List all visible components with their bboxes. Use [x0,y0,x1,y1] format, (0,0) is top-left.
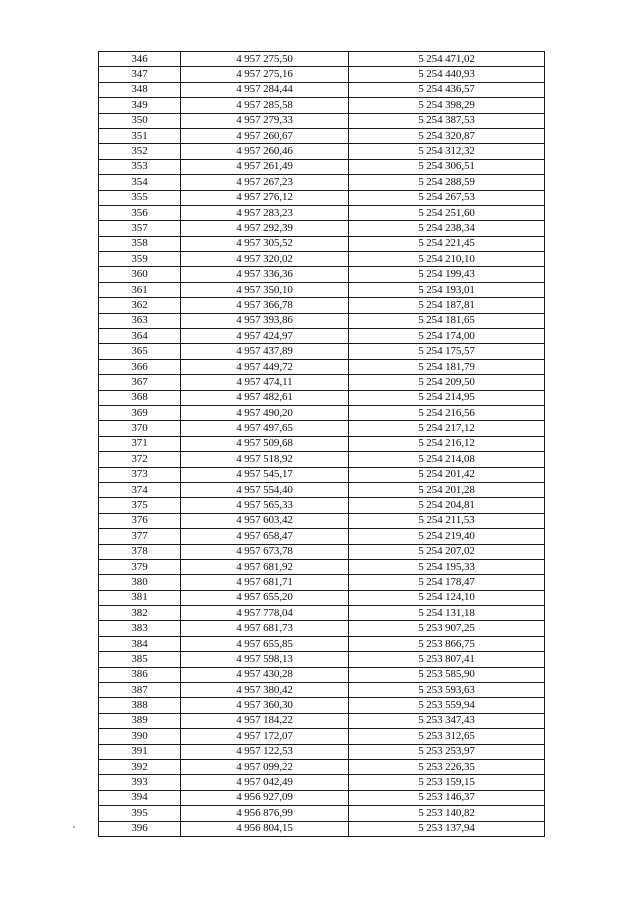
y-coordinate-cell: 5 253 593,63 [349,683,545,698]
point-number-cell: 364 [99,329,181,344]
x-coordinate-cell: 4 957 565,33 [181,498,349,513]
point-number-cell: 375 [99,498,181,513]
table-row [99,375,545,390]
y-coordinate-cell: 5 253 253,97 [349,744,545,759]
table-row [99,775,545,790]
point-number-cell: 388 [99,698,181,713]
point-number-cell: 359 [99,252,181,267]
x-coordinate-cell: 4 957 042,49 [181,775,349,790]
y-coordinate-cell: 5 253 137,94 [349,821,545,836]
table-row [99,652,545,667]
point-number-cell: 374 [99,482,181,497]
point-number-cell: 377 [99,529,181,544]
point-number-cell: 384 [99,636,181,651]
y-coordinate-cell: 5 254 181,65 [349,313,545,328]
table-row [99,759,545,774]
x-coordinate-cell: 4 957 350,10 [181,282,349,297]
x-coordinate-cell: 4 957 261,49 [181,159,349,174]
x-coordinate-cell: 4 957 305,52 [181,236,349,251]
table-row [99,267,545,282]
x-coordinate-cell: 4 957 184,22 [181,713,349,728]
y-coordinate-cell: 5 254 174,00 [349,329,545,344]
table-row [99,313,545,328]
scan-speck [73,826,75,828]
point-number-cell: 378 [99,544,181,559]
y-coordinate-cell: 5 254 211,53 [349,513,545,528]
table-row [99,606,545,621]
y-coordinate-cell: 5 253 347,43 [349,713,545,728]
point-number-cell: 356 [99,205,181,220]
y-coordinate-cell: 5 254 436,57 [349,82,545,97]
x-coordinate-cell: 4 957 497,65 [181,421,349,436]
table-row [99,482,545,497]
table-row [99,698,545,713]
point-number-cell: 351 [99,128,181,143]
point-number-cell: 358 [99,236,181,251]
point-number-cell: 395 [99,806,181,821]
table-row [99,544,545,559]
y-coordinate-cell: 5 254 216,12 [349,436,545,451]
x-coordinate-cell: 4 957 681,71 [181,575,349,590]
y-coordinate-cell: 5 254 210,10 [349,252,545,267]
table-row [99,667,545,682]
table-row [99,144,545,159]
table-row [99,806,545,821]
y-coordinate-cell: 5 254 306,51 [349,159,545,174]
table-row [99,98,545,113]
x-coordinate-cell: 4 957 518,92 [181,452,349,467]
x-coordinate-cell: 4 957 260,46 [181,144,349,159]
y-coordinate-cell: 5 254 221,45 [349,236,545,251]
y-coordinate-cell: 5 254 320,87 [349,128,545,143]
x-coordinate-cell: 4 957 172,07 [181,729,349,744]
coordinates-table-body [99,52,545,837]
x-coordinate-cell: 4 957 598,13 [181,652,349,667]
y-coordinate-cell: 5 254 251,60 [349,205,545,220]
y-coordinate-cell: 5 254 216,56 [349,405,545,420]
x-coordinate-cell: 4 957 292,39 [181,221,349,236]
x-coordinate-cell: 4 957 655,20 [181,590,349,605]
table-row [99,636,545,651]
y-coordinate-cell: 5 254 267,53 [349,190,545,205]
x-coordinate-cell: 4 957 482,61 [181,390,349,405]
x-coordinate-cell: 4 957 284,44 [181,82,349,97]
table-row [99,236,545,251]
table-row [99,159,545,174]
x-coordinate-cell: 4 957 655,85 [181,636,349,651]
y-coordinate-cell: 5 254 187,81 [349,298,545,313]
x-coordinate-cell: 4 956 876,99 [181,806,349,821]
table-row [99,113,545,128]
y-coordinate-cell: 5 253 159,15 [349,775,545,790]
x-coordinate-cell: 4 957 276,12 [181,190,349,205]
point-number-cell: 381 [99,590,181,605]
table-row [99,744,545,759]
table-row [99,559,545,574]
table-row [99,405,545,420]
y-coordinate-cell: 5 254 178,47 [349,575,545,590]
coordinates-table [98,51,545,837]
table-row [99,82,545,97]
point-number-cell: 363 [99,313,181,328]
y-coordinate-cell: 5 253 226,35 [349,759,545,774]
x-coordinate-cell: 4 957 509,68 [181,436,349,451]
y-coordinate-cell: 5 254 209,50 [349,375,545,390]
table-row [99,298,545,313]
x-coordinate-cell: 4 957 424,97 [181,329,349,344]
table-row [99,529,545,544]
point-number-cell: 360 [99,267,181,282]
table-row [99,452,545,467]
y-coordinate-cell: 5 253 585,90 [349,667,545,682]
point-number-cell: 352 [99,144,181,159]
table-row [99,421,545,436]
x-coordinate-cell: 4 957 366,78 [181,298,349,313]
x-coordinate-cell: 4 957 283,23 [181,205,349,220]
y-coordinate-cell: 5 254 195,33 [349,559,545,574]
x-coordinate-cell: 4 957 380,42 [181,683,349,698]
x-coordinate-cell: 4 957 336,36 [181,267,349,282]
x-coordinate-cell: 4 957 681,92 [181,559,349,574]
x-coordinate-cell: 4 957 681,73 [181,621,349,636]
point-number-cell: 387 [99,683,181,698]
table-row [99,467,545,482]
point-number-cell: 391 [99,744,181,759]
point-number-cell: 373 [99,467,181,482]
y-coordinate-cell: 5 253 559,94 [349,698,545,713]
x-coordinate-cell: 4 957 275,50 [181,52,349,67]
table-row [99,282,545,297]
table-row [99,436,545,451]
y-coordinate-cell: 5 254 175,57 [349,344,545,359]
x-coordinate-cell: 4 957 285,58 [181,98,349,113]
y-coordinate-cell: 5 254 214,95 [349,390,545,405]
x-coordinate-cell: 4 957 122,53 [181,744,349,759]
y-coordinate-cell: 5 254 124,10 [349,590,545,605]
point-number-cell: 366 [99,359,181,374]
point-number-cell: 365 [99,344,181,359]
y-coordinate-cell: 5 254 440,93 [349,67,545,82]
y-coordinate-cell: 5 254 288,59 [349,175,545,190]
y-coordinate-cell: 5 254 201,28 [349,482,545,497]
point-number-cell: 380 [99,575,181,590]
table-row [99,128,545,143]
x-coordinate-cell: 4 957 673,78 [181,544,349,559]
point-number-cell: 396 [99,821,181,836]
point-number-cell: 392 [99,759,181,774]
point-number-cell: 367 [99,375,181,390]
table-row [99,252,545,267]
y-coordinate-cell: 5 254 398,29 [349,98,545,113]
point-number-cell: 393 [99,775,181,790]
table-row [99,344,545,359]
y-coordinate-cell: 5 253 312,65 [349,729,545,744]
table-row [99,67,545,82]
y-coordinate-cell: 5 254 207,02 [349,544,545,559]
y-coordinate-cell: 5 253 807,41 [349,652,545,667]
point-number-cell: 368 [99,390,181,405]
table-row [99,621,545,636]
point-number-cell: 372 [99,452,181,467]
point-number-cell: 379 [99,559,181,574]
point-number-cell: 389 [99,713,181,728]
y-coordinate-cell: 5 254 199,43 [349,267,545,282]
x-coordinate-cell: 4 957 490,20 [181,405,349,420]
table-row [99,713,545,728]
table-row [99,52,545,67]
table-row [99,821,545,836]
point-number-cell: 383 [99,621,181,636]
y-coordinate-cell: 5 253 140,82 [349,806,545,821]
point-number-cell: 386 [99,667,181,682]
table-row [99,590,545,605]
x-coordinate-cell: 4 957 603,42 [181,513,349,528]
x-coordinate-cell: 4 957 393,86 [181,313,349,328]
y-coordinate-cell: 5 254 204,81 [349,498,545,513]
y-coordinate-cell: 5 254 471,02 [349,52,545,67]
table-row [99,175,545,190]
y-coordinate-cell: 5 254 217,12 [349,421,545,436]
x-coordinate-cell: 4 957 260,67 [181,128,349,143]
y-coordinate-cell: 5 254 238,34 [349,221,545,236]
x-coordinate-cell: 4 957 099,22 [181,759,349,774]
table-row [99,575,545,590]
y-coordinate-cell: 5 254 131,18 [349,606,545,621]
table-row [99,683,545,698]
y-coordinate-cell: 5 254 193,01 [349,282,545,297]
point-number-cell: 350 [99,113,181,128]
table-row [99,390,545,405]
x-coordinate-cell: 4 957 279,33 [181,113,349,128]
point-number-cell: 362 [99,298,181,313]
x-coordinate-cell: 4 957 778,04 [181,606,349,621]
point-number-cell: 370 [99,421,181,436]
point-number-cell: 347 [99,67,181,82]
x-coordinate-cell: 4 957 658,47 [181,529,349,544]
y-coordinate-cell: 5 254 219,40 [349,529,545,544]
table-row [99,790,545,805]
table-row [99,729,545,744]
point-number-cell: 357 [99,221,181,236]
y-coordinate-cell: 5 254 387,53 [349,113,545,128]
point-number-cell: 382 [99,606,181,621]
y-coordinate-cell: 5 254 181,79 [349,359,545,374]
x-coordinate-cell: 4 957 554,40 [181,482,349,497]
table-row [99,498,545,513]
point-number-cell: 346 [99,52,181,67]
point-number-cell: 353 [99,159,181,174]
y-coordinate-cell: 5 254 201,42 [349,467,545,482]
x-coordinate-cell: 4 957 360,30 [181,698,349,713]
table-row [99,205,545,220]
y-coordinate-cell: 5 254 214,08 [349,452,545,467]
point-number-cell: 376 [99,513,181,528]
x-coordinate-cell: 4 957 430,28 [181,667,349,682]
x-coordinate-cell: 4 956 927,09 [181,790,349,805]
point-number-cell: 355 [99,190,181,205]
table-row [99,190,545,205]
x-coordinate-cell: 4 957 545,17 [181,467,349,482]
point-number-cell: 361 [99,282,181,297]
x-coordinate-cell: 4 956 804,15 [181,821,349,836]
table-row [99,513,545,528]
table-row [99,329,545,344]
point-number-cell: 348 [99,82,181,97]
y-coordinate-cell: 5 254 312,32 [349,144,545,159]
table-row [99,359,545,374]
point-number-cell: 390 [99,729,181,744]
point-number-cell: 394 [99,790,181,805]
point-number-cell: 369 [99,405,181,420]
x-coordinate-cell: 4 957 275,16 [181,67,349,82]
x-coordinate-cell: 4 957 320,02 [181,252,349,267]
y-coordinate-cell: 5 253 907,25 [349,621,545,636]
point-number-cell: 349 [99,98,181,113]
y-coordinate-cell: 5 253 866,75 [349,636,545,651]
y-coordinate-cell: 5 253 146,37 [349,790,545,805]
x-coordinate-cell: 4 957 449,72 [181,359,349,374]
point-number-cell: 385 [99,652,181,667]
table-row [99,221,545,236]
x-coordinate-cell: 4 957 267,23 [181,175,349,190]
point-number-cell: 354 [99,175,181,190]
point-number-cell: 371 [99,436,181,451]
x-coordinate-cell: 4 957 437,89 [181,344,349,359]
x-coordinate-cell: 4 957 474,11 [181,375,349,390]
